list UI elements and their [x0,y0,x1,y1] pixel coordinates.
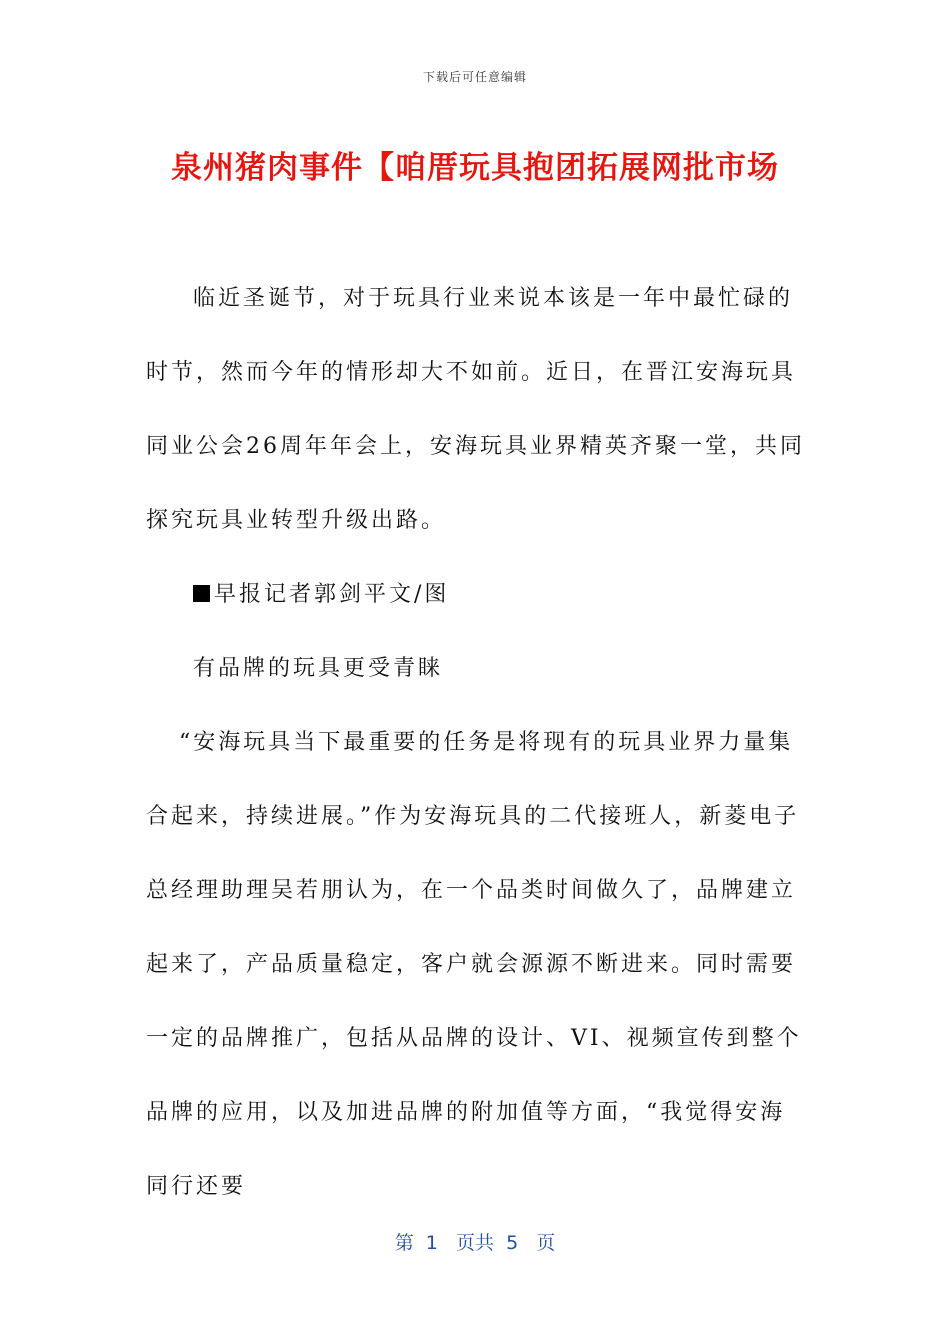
subheading: 有品牌的玩具更受青睐 [193,656,444,681]
document-title: 泉州猪肉事件【咱厝玩具抱团拓展网批市场 [171,150,779,186]
header-note: 下载后可任意编辑 [422,70,527,84]
byline-paragraph [146,558,806,632]
intro-paragraph: 临近圣诞节，对于玩具行业来说本该是一年中最忙碌的时节，然而今年的情形却大不如前。近日，在晋江安海玩具同业公会26周年年会上，安海玩具业界精英齐聚一堂，共同探究玩具业转型升级出路。 [146,286,805,533]
byline-text: 早报记者郭剑平文/图 [214,582,450,607]
article-body [146,262,806,1224]
black-square-icon [193,585,210,602]
page-number-footer: 第 1 页共 5 页 [394,1232,556,1254]
quote-paragraph: “安海玩具当下最重要的任务是将现有的玩具业界力量集合起来，持续进展。”作为安海玩具的二代接班人，新菱电子总经理助理吴若朋认为，在一个品类时间做久了，品牌建立起来了，产品质量稳定，客户就会源源不断进来。同时需要一定的品牌推广，包括从品牌的设计、VI、视频宣传到整个品牌的应用，以及加进品牌的附加值等方面，“我觉得安海同行还要 [146,730,802,1199]
